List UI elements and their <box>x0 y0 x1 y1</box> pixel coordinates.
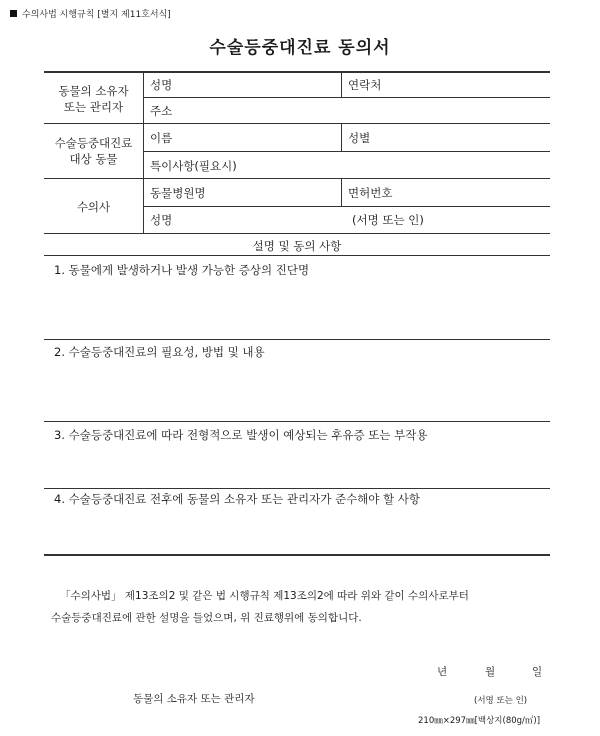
animal-label-line2: 대상 동물 <box>69 152 118 166</box>
owner-name-field[interactable]: 성명 <box>150 78 173 92</box>
item-divider <box>44 421 550 422</box>
date-year-label: 년 <box>437 666 448 678</box>
label-column-divider <box>143 72 144 233</box>
vet-hospital-field[interactable]: 동물병원명 <box>150 186 206 200</box>
row-divider <box>143 97 550 98</box>
table-bottom-border <box>44 554 550 556</box>
date-month-label: 월 <box>485 666 496 678</box>
vet-label: 수의사 <box>76 200 111 214</box>
animal-notes-field[interactable]: 특이사항(필요시) <box>150 159 237 173</box>
date-day-label: 일 <box>532 666 543 678</box>
owner-address-field[interactable]: 주소 <box>150 104 173 118</box>
section-divider <box>44 178 550 179</box>
item-divider <box>44 488 550 489</box>
explanation-header-divider <box>44 255 550 256</box>
sex-column-divider <box>341 124 342 151</box>
page-title: 수술등중대진료 동의서 <box>209 38 391 58</box>
license-column-divider <box>341 179 342 206</box>
explanation-item-2: 2. 수술등중대진료의 필요성, 방법 및 내용 <box>54 345 265 359</box>
consent-line-2: 수술등중대진료에 관한 설명을 들었으며, 위 진료행위에 동의합니다. <box>51 612 362 624</box>
animal-label-line1: 수술등중대진료 <box>54 136 133 150</box>
row-divider <box>143 206 550 207</box>
vet-sign-label: (서명 또는 인) <box>352 213 424 227</box>
signature-label: 동물의 소유자 또는 관리자 <box>133 693 255 705</box>
animal-sex-field[interactable]: 성별 <box>348 131 371 145</box>
row-divider <box>143 151 550 152</box>
item-divider <box>44 339 550 340</box>
vet-license-field[interactable]: 면허번호 <box>348 186 393 200</box>
consent-line-1: 「수의사법」 제13조의2 및 같은 법 시행규칙 제13조의2에 따라 위와 같이 수의사로부터 <box>60 590 469 602</box>
animal-name-field[interactable]: 이름 <box>150 131 173 145</box>
animal-label <box>44 135 143 167</box>
explanation-header: 설명 및 동의 사항 <box>252 239 342 253</box>
form-reference-text: 수의사법 시행규칙 [별지 제11호서식] <box>22 10 171 20</box>
square-bullet-icon <box>10 10 17 17</box>
table-top-border <box>44 71 550 73</box>
section-divider <box>44 233 550 234</box>
owner-label <box>44 83 143 115</box>
owner-label-line2: 또는 관리자 <box>63 100 124 114</box>
signature-sign-label: (서명 또는 인) <box>474 696 528 706</box>
explanation-item-3: 3. 수술등중대진료에 따라 전형적으로 발생이 예상되는 후유증 또는 부작용 <box>54 428 428 442</box>
contact-column-divider <box>341 72 342 97</box>
owner-contact-field[interactable]: 연락처 <box>348 78 382 92</box>
explanation-item-1: 1. 동물에게 발생하거나 발생 가능한 증상의 진단명 <box>54 263 310 277</box>
section-divider <box>44 123 550 124</box>
owner-label-line1: 동물의 소유자 <box>58 84 129 98</box>
vet-name-field[interactable]: 성명 <box>150 213 173 227</box>
explanation-item-4: 4. 수술등중대진료 전후에 동물의 소유자 또는 관리자가 준수해야 할 사항 <box>54 492 421 506</box>
paper-spec: 210㎜×297㎜[백상지(80g/㎡)] <box>418 716 541 726</box>
form-reference <box>10 7 171 20</box>
